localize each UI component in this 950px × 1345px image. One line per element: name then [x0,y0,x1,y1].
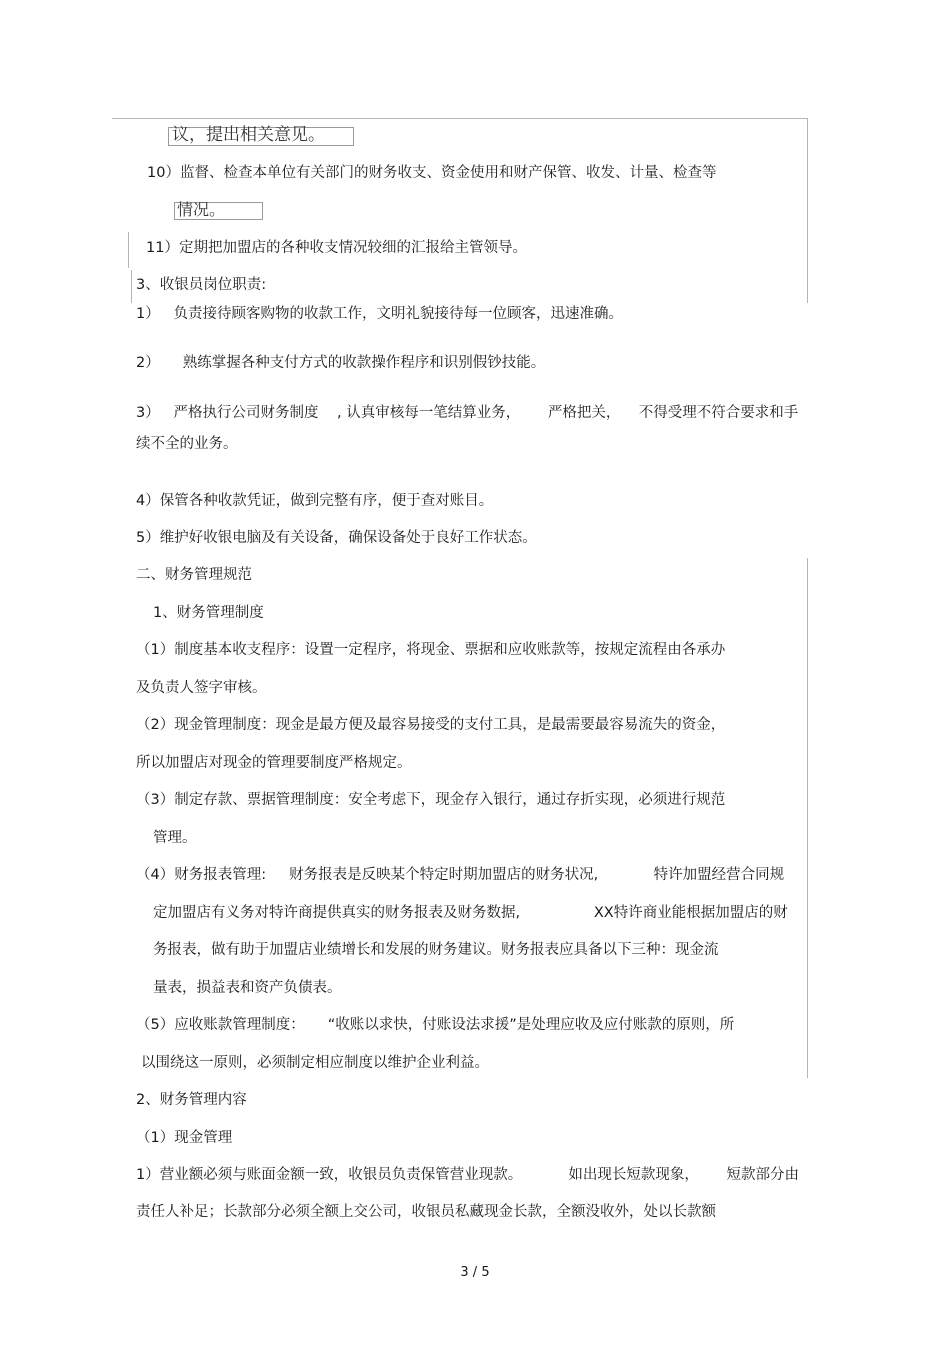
text-line: （2）现金管理制度：现金是最方便及最容易接受的支付工具，是最需要最容易流失的资金， [136,717,726,733]
page-number: 3 / 5 [460,1265,490,1280]
text-line: （4）财务报表管理: 财务报表是反映某个特定时期加盟店的财务状况, 特许加盟经营合同规 [136,867,785,883]
text-line: 情况。 [177,200,226,219]
text-line: （5）应收账款管理制度： “收账以求快，付账设法求援”是处理应收及应付账款的原则，所 [136,1017,735,1033]
text-line: 3） 严格执行公司财务制度 , 认真审核每一笔结算业务， 严格把关， 不得受理不符合要求和手 [136,405,799,421]
left-bracket-rule-2 [131,270,132,303]
text-line: 量表，损益表和资产负债表。 [153,980,342,996]
right-rule-upper [807,118,808,303]
section-heading: 3、收银员岗位职责: [136,277,267,293]
text-line: （1）制度基本收支程序：设置一定程序，将现金、票据和应收账款等，按规定流程由各承办 [136,642,726,658]
text-line: 定加盟店有义务对特许商提供真实的财务报表及财务数据, XX特许商业能根据加盟店的财 [153,905,788,921]
section-heading: 二、财务管理规范 [136,567,252,583]
text-line: 务报表，做有助于加盟店业绩增长和发展的财务建议。财务报表应具备以下三种：现金流 [153,942,719,958]
text-line: 议，提出相关意见。 [172,125,325,145]
text-line: 所以加盟店对现金的管理要制度严格规定。 [136,755,412,771]
subsection-heading: 1、财务管理制度 [153,605,264,621]
left-bracket-rule [128,232,129,268]
text-line: 2） 熟练掌握各种支付方式的收款操作程序和识别假钞技能。 [136,355,546,371]
text-line: 及负责人签字审核。 [136,680,267,696]
text-line: 10）监督、检查本单位有关部门的财务收支、资金使用和财产保管、收发、计量、检查等 [147,165,717,181]
text-line: 1）营业额必须与账面金额一致，收银员负责保管营业现款。 如出现长短款现象， 短款部分由 [136,1167,799,1183]
text-line: 5）维护好收银电脑及有关设备，确保设备处于良好工作状态。 [136,530,537,546]
text-line: 续不全的业务。 [136,436,238,452]
subsection-heading: 2、财务管理内容 [136,1092,247,1108]
text-line: 管理。 [153,830,197,846]
top-rule [112,118,808,119]
text-line: （3）制定存款、票据管理制度：安全考虑下，现金存入银行，通过存折实现，必须进行规范 [136,792,726,808]
right-rule-middle [807,558,808,1078]
text-line: 4）保管各种收款凭证，做到完整有序，便于查对账目。 [136,493,494,509]
text-line: 1） 负责接待顾客购物的收款工作，文明礼貌接待每一位顾客，迅速准确。 [136,306,624,322]
text-line: 以围绕这一原则，必须制定相应制度以维护企业利益。 [141,1055,489,1071]
text-line: 11）定期把加盟店的各种收支情况较细的汇报给主管领导。 [146,240,527,256]
subsection-heading: （1）现金管理 [136,1130,233,1146]
text-line: 责任人补足；长款部分必须全额上交公司，收银员私藏现金长款，全额没收外，处以长款额 [136,1204,716,1220]
